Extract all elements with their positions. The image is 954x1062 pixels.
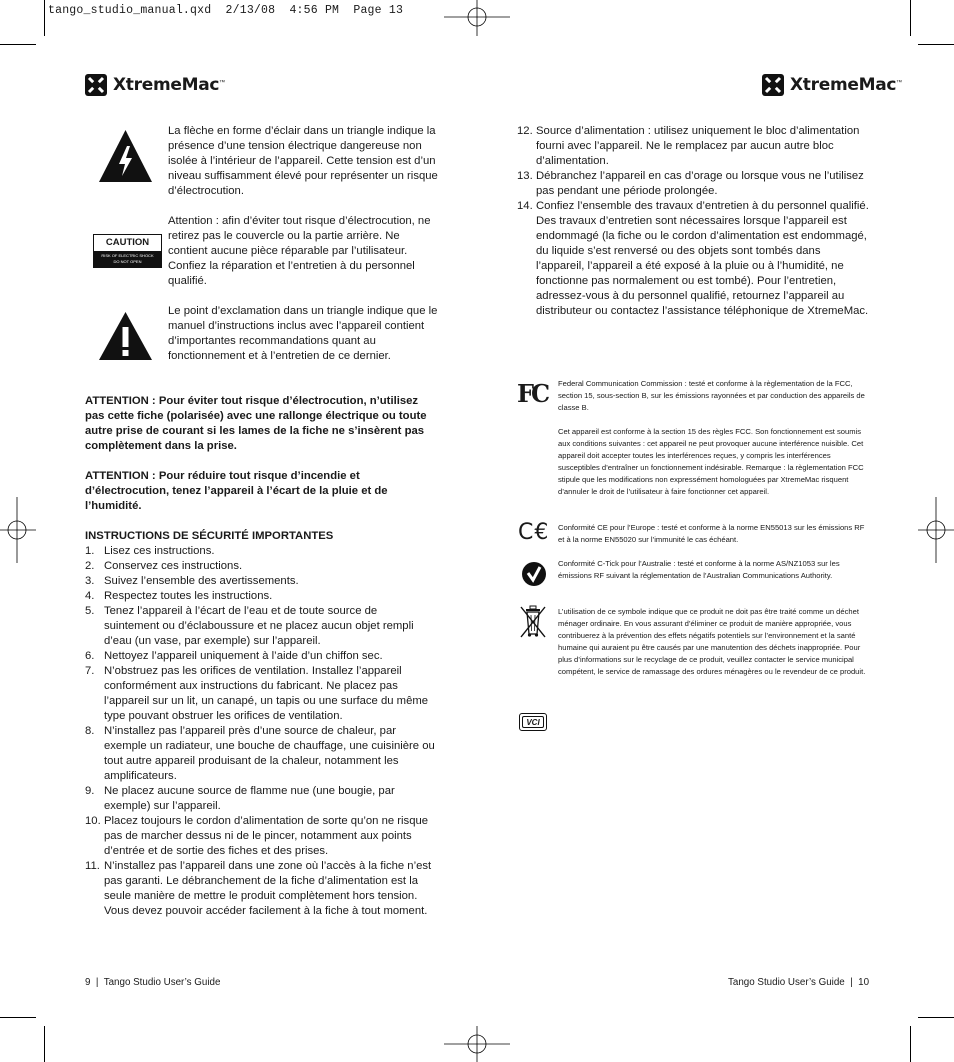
instructions-heading: INSTRUCTIONS DE SÉCURITÉ IMPORTANTES xyxy=(85,530,334,542)
list-item xyxy=(85,544,435,559)
list-item-text: Conservez ces instructions. xyxy=(104,560,243,572)
caution-label-line1: RISK OF ELECTRIC SHOCK xyxy=(101,253,154,258)
list-item xyxy=(85,559,435,574)
list-item xyxy=(85,784,435,814)
list-item xyxy=(85,649,435,664)
list-item-text: Débranchez l’appareil en cas d’orage ou lorsque vous ne l’utilisez pas pendant une période prolongée. xyxy=(536,170,864,197)
xtrememac-logo-icon xyxy=(85,74,107,96)
caution-label-title: CAUTION xyxy=(94,235,161,251)
crossed-bin-icon xyxy=(518,604,548,640)
brand-name: XtremeMac xyxy=(113,75,220,95)
list-item-number: 7. xyxy=(85,665,95,677)
list-item-text: Source d’alimentation : utilisez uniquement le bloc d’alimentation fourni avec l’appareil. Ne le remplacez par aucun autre bloc d’alimentation. xyxy=(536,125,860,167)
list-item-number: 2. xyxy=(85,560,95,572)
crop-mark xyxy=(910,1026,911,1062)
print-slug: tango_studio_manual.qxd 2/13/08 4:56 PM Page 13 xyxy=(48,4,404,17)
vci-mark-icon xyxy=(519,713,547,731)
list-item-number: 3. xyxy=(85,575,95,587)
instructions-list xyxy=(85,544,435,919)
instructions-list-continued xyxy=(517,124,869,319)
list-item xyxy=(85,859,435,919)
crop-mark xyxy=(44,0,45,36)
crop-mark xyxy=(910,0,911,36)
caution-label-line2: DO NOT OPEN xyxy=(113,259,142,264)
ce-mark-icon: C€ xyxy=(518,520,550,545)
caution-label-icon xyxy=(93,234,162,268)
fcc-text: Federal Communication Commission : testé et conforme à la règlementation de la FCC, section 15, sous-section B, sur les émissions rayonnées et par conduction des appareils de classe B. xyxy=(558,379,865,412)
trademark: ™ xyxy=(896,80,903,86)
vci-label: VCI xyxy=(522,716,544,728)
page-footer-left: 9 | Tango Studio User’s Guide xyxy=(85,977,221,988)
list-item-text: N’installez pas l’appareil près d’une source de chaleur, par exemple un radiateur, une bouche de chauffage, une cuisinière ou tout autre appareil produisant de la chaleur, notamment les amplificateurs. xyxy=(104,725,435,782)
exclamation-triangle-icon xyxy=(97,310,154,362)
list-item-text: Confiez l’ensemble des travaux d’entretien à du personnel qualifié. Des travaux d’entretien sont nécessaires lorsque l’appareil est endommagé (la fiche ou le cordon d’alimentation est endommagé, du liquide s’est renversé ou des objets sont tombés dans l’appareil, l’appareil a été exposé à la pluie ou à l’humidité, ne fonctionne pas normalement ou est tombé). Pour l’entretien, adressez-vous à du personnel qualifié, retournez l’appareil au distributeur ou contactez l’assistance téléphonique de XtremeMac. xyxy=(536,200,869,317)
list-item-text: N’obstruez pas les orifices de ventilation. Installez l’appareil conformément aux instructions du fabricant. Ne placez pas l’appareil sur un lit, un canapé, un tapis ou une surface du même type pouvant obstruer les orifices de ventilation. xyxy=(104,665,429,722)
xtrememac-logo-left xyxy=(85,74,225,96)
list-item-number: 1. xyxy=(85,545,95,557)
ce-text: Conformité CE pour l’Europe : testé et conforme à la norme EN55013 sur les émissions RF et à la norme EN55020 sur l’immunité le cas échéant. xyxy=(558,523,865,544)
list-item-text: Placez toujours le cordon d’alimentation de sorte qu’on ne risque pas de marcher dessus ni de le pincer, notamment aux points d’entrée et de sortie des fiches et des prises. xyxy=(104,815,429,857)
xtrememac-logo-right xyxy=(762,74,902,96)
fcc-rules-text: Cet appareil est conforme à la section 15 des règles FCC. Son fonctionnement est soumis aux conditions suivantes : cet appareil ne peut provoquer aucune interférence nuisible. Cet appareil doit accepter toutes les interférences reçues, y compris les interférences susceptibles d’entraîner un fonctionnement indésirable. Remarque : la règlementation FCC stipule que les modifications non expressément homologuées par XtremeMac risquent d’annuler le droit de l’utilisateur à faire fonctionner cet appareil. xyxy=(558,427,864,496)
crop-mark xyxy=(918,44,954,45)
crop-mark xyxy=(0,1017,36,1018)
attention-fire-risk: ATTENTION : Pour réduire tout risque d’incendie et d’électrocution, tenez l’appareil à l’écart de la pluie et de l’humidité. xyxy=(85,470,388,512)
warning-lightning-text: La flèche en forme d’éclair dans un triangle indique la présence d’une tension électrique dangereuse non isolée à l’intérieur de l’appareil. Cette tension est d’un niveau suffisamment élevé pour représenter un risque d’électrocution. xyxy=(168,125,438,197)
list-item xyxy=(85,574,435,589)
crop-mark xyxy=(918,1017,954,1018)
list-item xyxy=(517,199,869,319)
list-item-number: 11. xyxy=(85,860,100,872)
crop-mark xyxy=(0,44,36,45)
list-item-number: 12. xyxy=(517,125,533,137)
list-item-number: 6. xyxy=(85,650,95,662)
list-item-text: Respectez toutes les instructions. xyxy=(104,590,273,602)
list-item-text: Nettoyez l’appareil uniquement à l’aide d’un chiffon sec. xyxy=(104,650,383,662)
registration-mark-icon xyxy=(444,0,510,36)
page-footer-right: Tango Studio User’s Guide | 10 xyxy=(728,977,870,988)
list-item-text: Suivez l’ensemble des avertissements. xyxy=(104,575,299,587)
registration-mark-icon xyxy=(0,497,36,563)
xtrememac-logo-icon xyxy=(762,74,784,96)
fcc-logo-icon: FC xyxy=(517,379,548,408)
list-item-text: N’installez pas l’appareil dans une zone où l’accès à la fiche n’est pas garanti. Le débranchement de la fiche d’alimentation est la seule manière de mettre le produit complètement hors tension. Vous devez pouvoir accéder facilement à la fiche à tout moment. xyxy=(104,860,432,917)
list-item-number: 9. xyxy=(85,785,95,797)
list-item xyxy=(85,724,435,784)
list-item-number: 14. xyxy=(517,200,533,212)
trademark: ™ xyxy=(219,80,226,86)
list-item xyxy=(85,664,435,724)
brand-name: XtremeMac xyxy=(790,75,897,95)
list-item xyxy=(85,589,435,604)
c-tick-text: Conformité C-Tick pour l’Australie : testé et conforme à la norme AS/NZ1053 sur les émissions RF suivant la réglementation de l’Australian Communications Authority. xyxy=(558,559,840,580)
list-item xyxy=(85,604,435,649)
list-item-text: Lisez ces instructions. xyxy=(104,545,215,557)
weee-text: L’utilisation de ce symbole indique que ce produit ne doit pas être traité comme un déchet ménager ordinaire. En vous assurant d’éliminer ce produit de manière appropriée, vous contribuerez à la prévention des effets négatifs potentiels sur l’environnement et la santé humaine qui auraient pu être causés par une manutention des déchets inappropriée. Pour plus d’informations sur le recyclage de ce produit, veuillez contacter le service municipal compétent, le service de ramassage des ordures ménagères ou le revendeur de ce produit. xyxy=(558,607,866,676)
list-item-number: 8. xyxy=(85,725,95,737)
list-item-number: 13. xyxy=(517,170,533,182)
registration-mark-icon xyxy=(918,497,954,563)
list-item-text: Ne placez aucune source de flamme nue (une bougie, par exemple) sur l’appareil. xyxy=(104,785,395,812)
crop-mark xyxy=(44,1026,45,1062)
list-item-number: 10. xyxy=(85,815,101,827)
list-item xyxy=(517,124,869,169)
warning-exclamation-text: Le point d’exclamation dans un triangle indique que le manuel d’instructions inclus avec l’appareil contient d’importantes recommandations quant au fonctionnement et à l’entretien de ce dernier. xyxy=(168,305,438,362)
list-item xyxy=(517,169,869,199)
warning-caution-text: Attention : afin d’éviter tout risque d’électrocution, ne retirez pas le couvercle ou la partie arrière. Ne contient aucune pièce réparable par l’utilisateur. Confiez la réparation et l’entretien à du personnel qualifié. xyxy=(168,215,431,287)
registration-mark-icon xyxy=(444,1026,510,1062)
lightning-triangle-icon xyxy=(97,128,154,184)
list-item-number: 4. xyxy=(85,590,95,602)
attention-polarized-plug: ATTENTION : Pour éviter tout risque d’électrocution, n’utilisez pas cette fiche (polarisée) avec une rallonge électrique ou toute autre prise de courant si les lames de la fiche ne s’insèrent pas complètement dans la prise. xyxy=(85,395,427,452)
list-item xyxy=(85,814,435,859)
c-tick-icon xyxy=(521,561,547,587)
list-item-number: 5. xyxy=(85,605,95,617)
list-item-text: Tenez l’appareil à l’écart de l’eau et de toute source de suintement ou d’éclaboussure et ne placez aucun objet rempli d’eau (un vase, par exemple) sur l’appareil. xyxy=(104,605,414,647)
